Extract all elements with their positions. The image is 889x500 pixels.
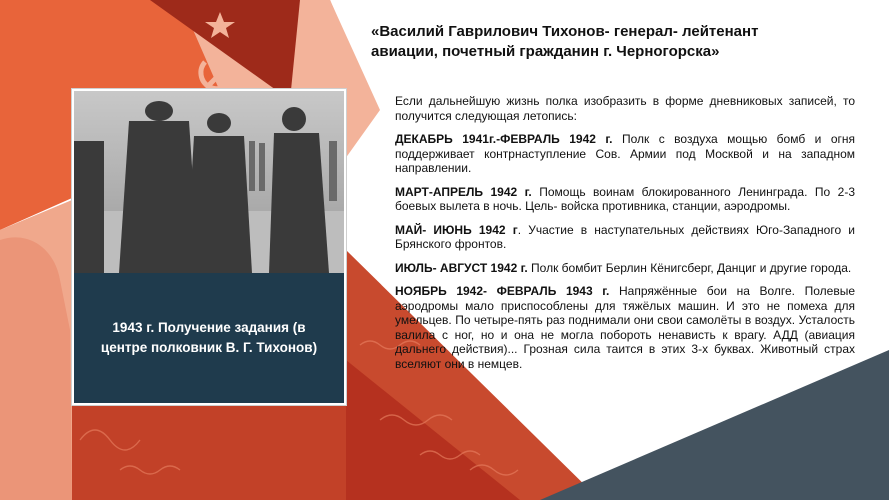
entry-period: НОЯБРЬ 1942- ФЕВРАЛЬ 1943 г. (395, 284, 610, 298)
photo-card (72, 89, 346, 405)
entry-text: . Участие в наступательных действиях Юго-Западного и Брянского фронтов. (395, 222, 855, 251)
entry-period: ИЮЛЬ- АВГУСТ 1942 г. (395, 260, 528, 275)
page-title: «Василий Гаврилович Тихонов- генерал- лейтенант авиации, почетный гражданин г. Черногорска» (371, 23, 759, 60)
entry-text: Помощь воинам блокированного Ленинграда. По 2-3 боевых вылета в ночь. Цель- войска противника, станции, аэродромы. (395, 184, 855, 213)
entry-text: Полк бомбит Берлин Кёнигсберг, Данциг и другие города. (527, 260, 852, 275)
photo-placeholder (74, 91, 344, 273)
chronicle-text (395, 94, 855, 380)
entry-period: МАРТ-АПРЕЛЬ 1942 г. (395, 184, 532, 199)
photo-caption: 1943 г. Получение задания (в центре полковник В. Г. Тихонов) (74, 273, 344, 403)
chronicle-entry (395, 284, 855, 371)
entry-text: Напряжённые бои на Волге. Полевые аэродромы мало приспособлены для тяжёлых машин. И это не помеха для умельцев. По четыре-пять раз поднимали они свои самолёты в воздух. Усталость валила с ног, но и она не могла побороть ненависть к врагу. АДД (авиация дальнего действия)... Грозная сила таится в этих 3-х буквах. Животный страх вселяют они в немцев. (395, 284, 855, 371)
entry-text: Полк с воздуха мощью бомб и огня поддерживает контрнаступление Сов. Армии под Москвой и на западном направлении. (395, 132, 855, 175)
intro-paragraph: Если дальнейшую жизнь полка изобразить в форме дневниковых записей, то получится следующая летопись: (395, 94, 855, 123)
red-bottom-base (72, 405, 346, 500)
chronicle-entry (395, 261, 855, 276)
chronicle-entry (395, 132, 855, 176)
historical-photo (74, 91, 344, 273)
chronicle-entry (395, 185, 855, 214)
entry-period: МАЙ- ИЮНЬ 1942 г (395, 222, 518, 237)
chronicle-entry (395, 223, 855, 252)
entry-period: ДЕКАБРЬ 1941г.-ФЕВРАЛЬ 1942 г. (395, 132, 613, 146)
